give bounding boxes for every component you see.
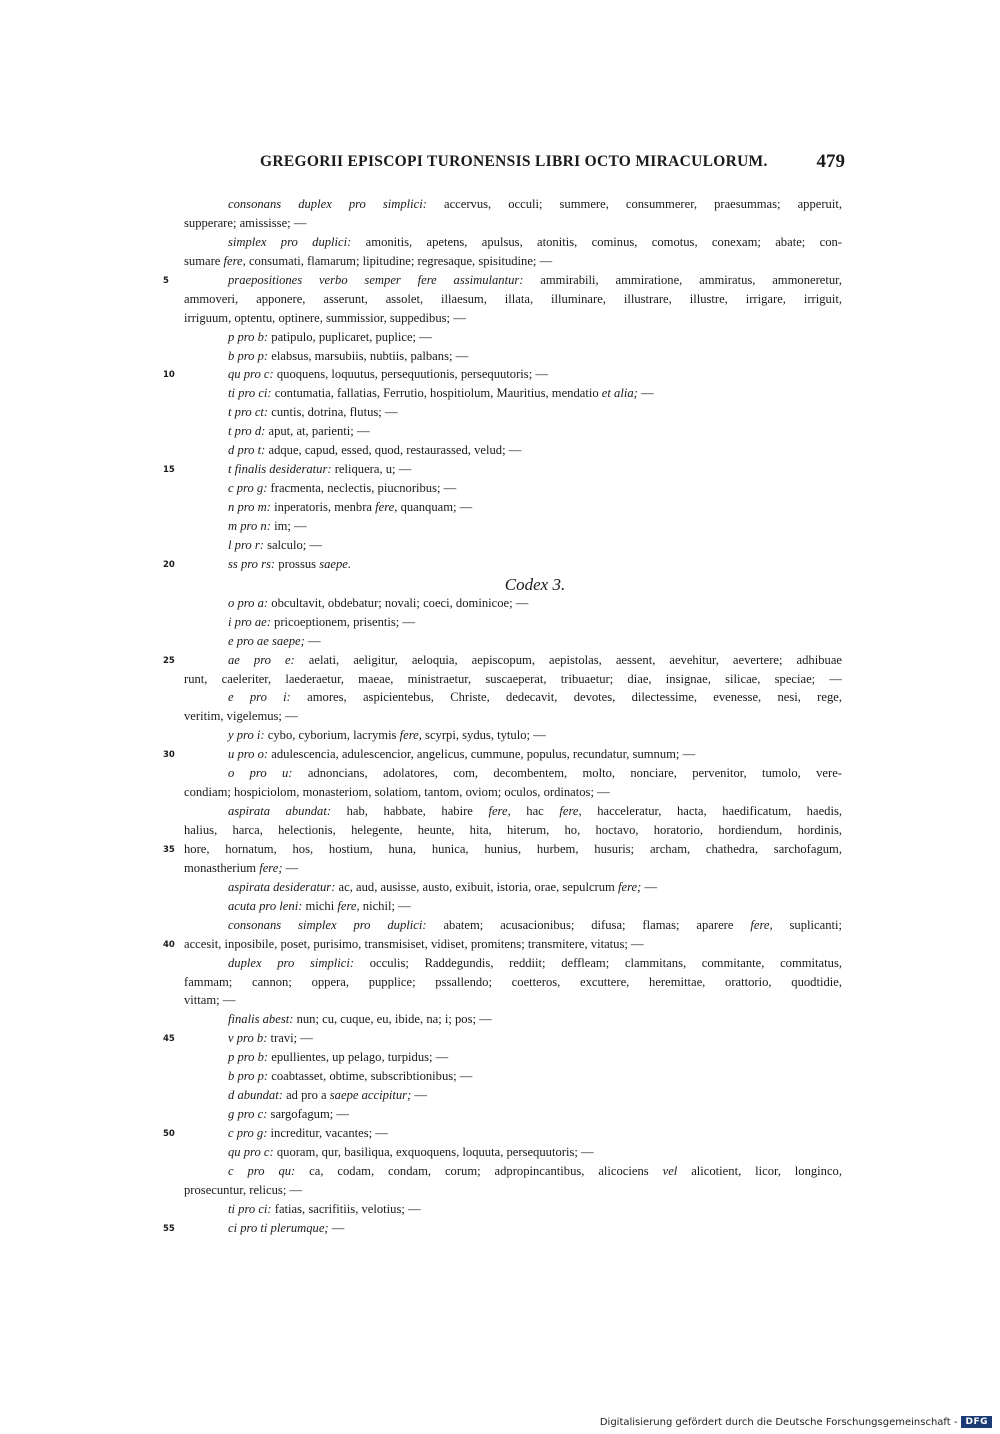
text-line: prosecuntur, relicus; — (184, 1182, 303, 1197)
text-line: t finalis desideratur: reliquera, u; — 15 (184, 460, 842, 479)
text-line: qu pro c: quoquens, loquutus, persequutionis, persequutoris; — 10 (184, 365, 842, 384)
text-line: n pro m: inperatoris, menbra fere, quanquam; — (228, 500, 473, 514)
text-line: duplex pro simplici: occulis; Raddegundis, reddiit; deffleam; clammitans, commitante, commitatus, (228, 955, 842, 970)
text-line: e pro i: amores, aspicientebus, Christe, dedecavit, devotes, dilectessime, evenesse, nesi, rege, (228, 690, 842, 705)
text-line: v pro b: travi; — 45 (184, 1029, 842, 1048)
text-line: c pro qu: ca, codam, condam, corum; adpropincantibus, alicociens vel alicotient, licor, longinco, (228, 1163, 842, 1178)
text-line: ss pro rs: prossus saepe. 20 (184, 555, 842, 574)
line-number: 15 (163, 465, 175, 476)
footer (600, 1415, 992, 1429)
text-line: d abundat: ad pro a saepe accipitur; — (228, 1088, 428, 1103)
text-line: condiam; hospiciolom, monasteriom, solatiom, tantom, oviom; oculos, ordinatos; — (184, 785, 610, 800)
text-line: ci pro ti plerumque; — 55 (184, 1219, 842, 1238)
text-line: c pro g: increditur, vacantes; — 50 (184, 1124, 842, 1143)
line-number: 35 (163, 844, 175, 855)
page-number: 479 (816, 151, 845, 172)
text-line: l pro r: salculo; — (228, 537, 322, 552)
text-line: t pro d: aput, at, parienti; — (228, 424, 370, 439)
text-line: d pro t: adque, capud, essed, quod, restaurassed, velud; — (228, 443, 522, 458)
text-line: y pro i: cybo, cyborium, lacrymis fere, scyrpi, sydus, tytulo; — (228, 728, 546, 743)
text-line: finalis abest: nun; cu, cuque, eu, ibide, na; i; pos; — (228, 1012, 492, 1027)
text-line: p pro b: epullientes, up pelago, turpidus; — (228, 1050, 449, 1065)
text-line: u pro o: adulescencia, adulescencior, angelicus, cummune, populus, recundatur, sumnum; — 30 (184, 745, 842, 764)
text-line: e pro ae saepe; — (228, 633, 321, 648)
text-line: veritim, vigelemus; — (184, 709, 298, 724)
text-line: g pro c: sargofagum; — (228, 1107, 350, 1122)
line-number: 25 (163, 655, 175, 666)
text-line: i pro ae: pricoeptionem, prisentis; — (228, 614, 416, 629)
text-line: monastherium fere; — (184, 860, 299, 875)
text-line: accesit, inposibile, poset, purisimo, transmisiset, vidiset, promitens; transmitere, vitatus; — 40 (184, 935, 842, 954)
text-line: p pro b: patipulo, puplicaret, puplice; — (228, 329, 432, 344)
text-line: runt, caeleriter, laederaetur, maeae, ministraetur, suscaeperat, tribuaetur; diae, insignae, silicae, speciae; — (184, 671, 842, 686)
text-line: ae pro e: aelati, aeligitur, aeloquia, aepiscopum, aepistolas, aessent, aevehitur, aevertere; adhibuae 25 (184, 651, 842, 670)
text-line: irriguum, optentu, optinere, summissior, suppedibus; — (184, 310, 466, 325)
dfg-logo: DFG (961, 1416, 992, 1428)
text-line: m pro n: im; — (228, 518, 307, 533)
text-line: hore, hornatum, hos, hostium, huna, hunica, hunius, hurbem, husuris; archam, chathedra, sarchofagum, 35 (184, 840, 842, 859)
line-number: 55 (163, 1223, 175, 1234)
footer-credit-text: Digitalisierung gefördert durch die Deutsche Forschungsgemeinschaft - (599, 1416, 958, 1428)
text-line: b pro p: elabsus, marsubiis, nubtiis, palbans; — (228, 348, 469, 363)
text-line: o pro u: adnoncians, adolatores, com, decombentem, molto, nonciare, pervenitor, tumolo, vere- (228, 766, 842, 781)
text-line: praepositiones verbo semper fere assimulantur: ammirabili, ammiratione, ammiratus, ammoneretur, 5 (184, 271, 842, 290)
text-line: supperare; amississe; — (184, 215, 307, 230)
text-line: aspirata desideratur: ac, aud, ausisse, austo, exibuit, istoria, orae, sepulcrum fere; — (228, 879, 658, 894)
text-line: ti pro ci: fatias, sacrifitiis, velotius; — (228, 1201, 421, 1216)
text-line: o pro a: obcultavit, obdebatur; novali; coeci, dominicoe; — (228, 595, 529, 610)
text-line: acuta pro leni: michi fere, nichil; — (228, 898, 411, 913)
line-number: 45 (163, 1034, 175, 1045)
running-title: GREGORII EPISCOPI TURONENSIS LIBRI OCTO MIRACULORUM. (260, 153, 768, 170)
text-line: halius, harca, helectionis, helegente, heunte, hita, hiterum, ho, hoctavo, horatorio, hordiendum, hordinis, (184, 823, 842, 837)
text-line: simplex pro duplici: amonitis, apetens, apulsus, atonitis, cominus, comotus, conexam; abate; con- (228, 234, 842, 249)
section-heading: Codex 3. (504, 574, 566, 594)
text-line: t pro ct: cuntis, dotrina, flutus; — (228, 405, 398, 420)
text-line: b pro p: coabtasset, obtime, subscribtionibus; — (228, 1069, 473, 1084)
text-line: qu pro c: quoram, qur, basiliqua, exquoquens, loquuta, persequutoris; — (228, 1144, 594, 1159)
text-line: c pro g: fracmenta, neclectis, piucnoribus; — (228, 481, 457, 496)
line-number: 5 (163, 275, 169, 286)
text-line: vittam; — (184, 993, 236, 1008)
line-number: 40 (163, 939, 175, 950)
line-number: 20 (163, 559, 175, 570)
text-line: ti pro ci: contumatia, fallatias, Ferrutio, hospitiolum, Mauritius, mendatio et alia; — (228, 386, 654, 401)
text-line: consonans simplex pro duplici: abatem; acusacionibus; difusa; flamas; aparere fere, suplicanti; (228, 917, 843, 932)
text-block (163, 195, 843, 1238)
page-header (260, 153, 845, 179)
line-number: 30 (163, 750, 175, 761)
text-line: ammoveri, apponere, asserunt, assolet, illaesum, illata, illuminare, illustrare, illustre, irrigare, irriguit, (184, 291, 842, 306)
text-line: fammam; cannon; oppera, pupplice; pssallendo; coetteros, excuttere, heremittae, orattorio, quodtidie, (184, 974, 842, 989)
text-line: consonans duplex pro simplici: accervus, occuli; summere, consummerer, praesummas; apperuit, (228, 197, 842, 211)
text-line: aspirata abundat: hab, habbate, habire fere, hac fere, hacceleratur, hacta, haedificatum, haedis, (228, 804, 843, 819)
line-number: 50 (163, 1129, 175, 1139)
text-line: sumare fere, consumati, flamarum; lipitudine; regresaque, spisitudine; — (184, 253, 553, 268)
line-number: 10 (163, 370, 175, 381)
